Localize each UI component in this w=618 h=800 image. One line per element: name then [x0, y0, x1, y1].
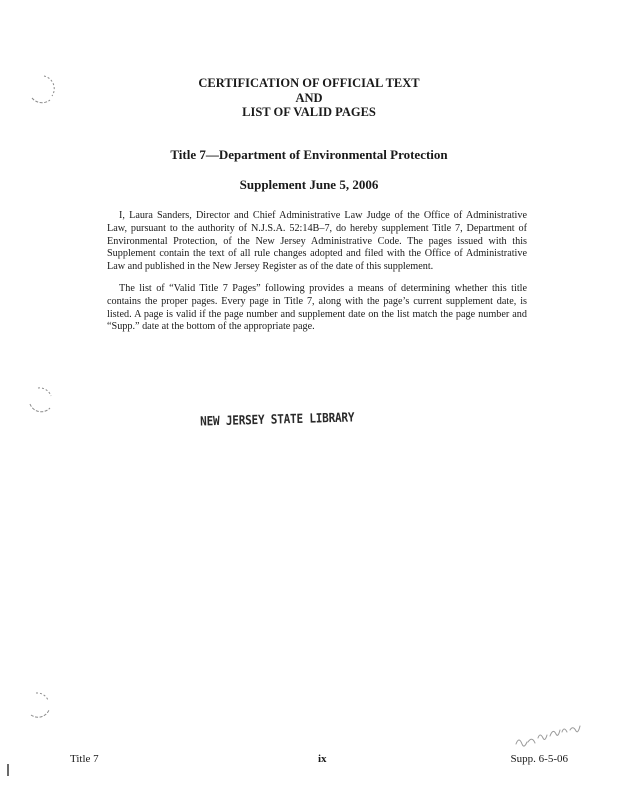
pencil-annotation-icon [512, 722, 586, 752]
title-conjunction: AND [295, 91, 323, 105]
punch-hole-icon [24, 688, 58, 722]
page-number: ix [318, 753, 327, 765]
valid-pages-title: LIST OF VALID PAGES [242, 105, 376, 119]
punch-hole-icon [24, 382, 58, 416]
department-subtitle: Title 7—Department of Environmental Protection [170, 147, 448, 162]
edge-scan-mark [7, 764, 9, 776]
certification-paragraph: I, Laura Sanders, Director and Chief Administrative Law Judge of the Office of Administrative Law, pursuant to the authority of N.J.S.A. 52:14B–7, do hereby supplement Title 7, Department of Environmental Protection, of the New Jersey Administrative Code. The pages issued with this Supplement contain the text of all rule changes adopted and filed with the Office of Administrative Law and published in the New Jersey Register as of the date of this supplement. [107, 210, 527, 273]
footer-supplement-date: Supp. 6-5-06 [510, 753, 568, 765]
library-stamp: NEW JERSEY STATE LIBRARY [200, 409, 355, 429]
supplement-date: Supplement June 5, 2006 [239, 177, 379, 192]
valid-pages-paragraph: The list of “Valid Title 7 Pages” following provides a means of determining whether this title contains the proper pages. Every page in Title 7, along with the page’s current supplement date, is listed. A page is valid if the page number and supplement date on the list match the page number and “Supp.” date at the bottom of the appropriate page. [107, 283, 527, 333]
certification-title: CERTIFICATION OF OFFICIAL TEXT [198, 76, 420, 90]
punch-hole-icon [24, 72, 58, 106]
footer-title: Title 7 [70, 753, 99, 765]
